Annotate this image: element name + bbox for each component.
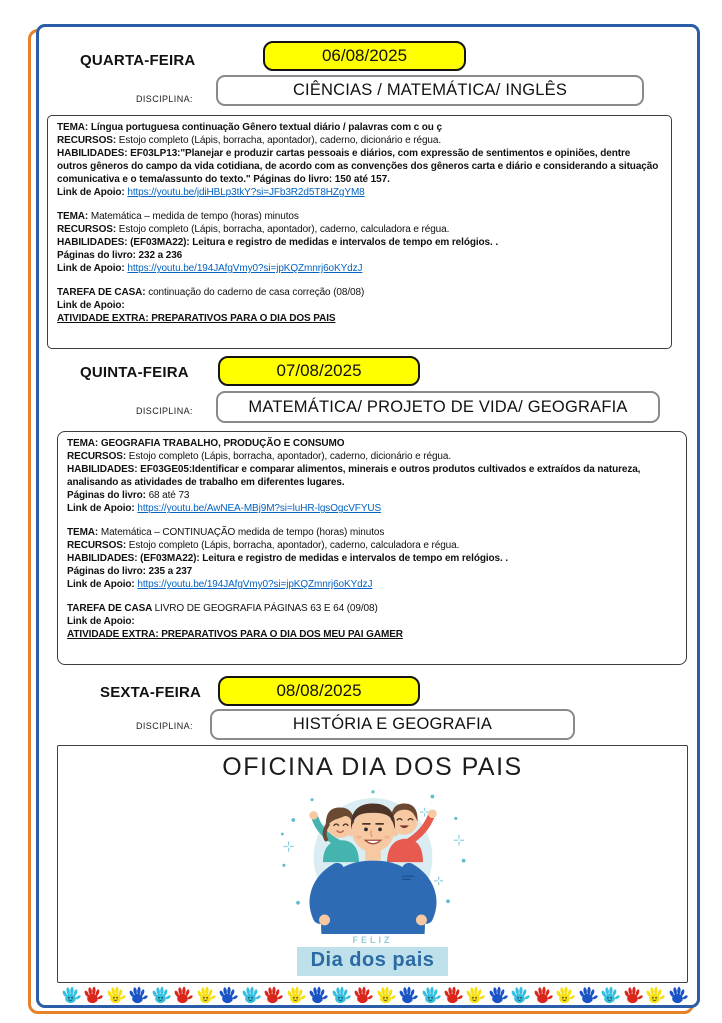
handprint-icon bbox=[127, 985, 148, 1005]
handprint-icon bbox=[509, 985, 530, 1005]
lesson-text: 68 até 73 bbox=[148, 490, 190, 501]
lesson-text: Link de Apoio: bbox=[67, 616, 135, 627]
lesson-text: RECURSOS: bbox=[57, 135, 119, 146]
handprint-icon bbox=[577, 985, 598, 1005]
lesson-text: HABILIDADES: bbox=[67, 553, 141, 564]
disciplina-box-quinta: MATEMÁTICA/ PROJETO DE VIDA/ GEOGRAFIA bbox=[216, 391, 660, 423]
handprint-icon bbox=[150, 985, 171, 1005]
lesson-text: EF03GE05:Identificar e comparar alimentos, minerais e outros produtos cultivados e extraídos da natureza, analisando as atividades de trabalho em diferentes lugares. bbox=[67, 464, 641, 488]
day-label-sexta: SEXTA-FEIRA bbox=[100, 684, 202, 701]
handprint-icon bbox=[262, 985, 283, 1005]
fathers-day-illustration bbox=[270, 784, 476, 934]
lesson-text: Link de Apoio: bbox=[57, 263, 128, 274]
lesson-text: TEMA: bbox=[57, 211, 91, 222]
handprint-icon bbox=[599, 985, 620, 1005]
handprint-icon bbox=[82, 985, 103, 1005]
handprint-icon bbox=[105, 985, 126, 1005]
lesson-text: Estojo completo (Lápis, borracha, apontador), caderno, dicionário e régua. bbox=[128, 451, 452, 462]
disciplina-box-sexta: HISTÓRIA E GEOGRAFIA bbox=[210, 709, 575, 740]
lesson-text: ATIVIDADE EXTRA: PREPARATIVOS PARA O DIA DOS MEU PAI GAMER bbox=[67, 629, 403, 640]
lesson-text: Link de Apoio: bbox=[57, 187, 128, 198]
day-label-quinta: QUINTA-FEIRA bbox=[80, 364, 189, 381]
lesson-text: (EF03MA22): Leitura e registro de medidas e intervalos de tempo em relógios. . bbox=[130, 237, 499, 248]
handprint-icon bbox=[195, 985, 216, 1005]
handprint-icon bbox=[532, 985, 553, 1005]
handprint-icon bbox=[172, 985, 193, 1005]
handprint-icon bbox=[644, 985, 665, 1005]
handprint-icon bbox=[420, 985, 441, 1005]
lesson-text: HABILIDADES: bbox=[57, 148, 131, 159]
lesson-text: Páginas do livro: bbox=[67, 490, 149, 501]
lesson-text: RECURSOS: bbox=[67, 451, 129, 462]
handprint-icon bbox=[667, 985, 688, 1005]
lesson-text: Estojo completo (Lápis, borracha, apontador), caderno, calculadora e régua. bbox=[118, 224, 450, 235]
lesson-text: TEMA: GEOGRAFIA TRABALHO, PRODUÇÃO E CONSUMO bbox=[67, 438, 345, 449]
lesson-text: TAREFA DE CASA: bbox=[57, 287, 149, 298]
lesson-text: continuação do caderno de casa correção (08/08) bbox=[148, 287, 365, 298]
handprint-icon bbox=[307, 985, 328, 1005]
lesson-text: Matemática – medida de tempo (horas) minutos bbox=[90, 211, 299, 222]
lesson-text: ATIVIDADE EXTRA: PREPARATIVOS PARA O DIA DOS PAIS bbox=[57, 313, 336, 324]
lesson-text: HABILIDADES: bbox=[67, 464, 141, 475]
handprint-icon bbox=[330, 985, 351, 1005]
lesson-text: Link de Apoio: bbox=[57, 300, 125, 311]
lesson-text: RECURSOS: bbox=[57, 224, 119, 235]
handprint-icon bbox=[442, 985, 463, 1005]
lesson-block-quarta bbox=[47, 115, 672, 349]
date-box-quinta: 07/08/2025 bbox=[218, 356, 420, 386]
lesson-text: Estojo completo (Lápis, borracha, apontador), caderno, calculadora e régua. bbox=[128, 540, 460, 551]
lesson-text: LIVRO DE GEOGRAFIA PÁGINAS 63 E 64 (09/08) bbox=[154, 603, 378, 614]
illustration-wrap bbox=[270, 784, 476, 976]
activity-title: OFICINA DIA DOS PAIS bbox=[222, 753, 523, 781]
lesson-text: RECURSOS: bbox=[67, 540, 129, 551]
handprint-icon bbox=[352, 985, 373, 1005]
lesson-text: Páginas do livro: 235 a 237 bbox=[67, 566, 193, 577]
handprint-icon bbox=[217, 985, 238, 1005]
handprint-icon bbox=[487, 985, 508, 1005]
handprint-icon bbox=[554, 985, 575, 1005]
lesson-text: HABILIDADES: bbox=[57, 237, 131, 248]
lesson-block-quinta bbox=[57, 431, 687, 665]
handprint-icon bbox=[240, 985, 261, 1005]
handprint-icon bbox=[397, 985, 418, 1005]
lesson-text: (EF03MA22): Leitura e registro de medidas e intervalos de tempo em relógios. . bbox=[140, 553, 509, 564]
lesson-text: TEMA: bbox=[67, 527, 101, 538]
lesson-text: TAREFA DE CASA bbox=[67, 603, 155, 614]
disciplina-label-quinta: DISCIPLINA: bbox=[136, 406, 193, 416]
handprint-icon bbox=[285, 985, 306, 1005]
support-link[interactable]: https://youtu.be/jdiHBLp3tkY?si=JFb3R2d5T8HZgYM8 bbox=[127, 187, 365, 198]
date-box-sexta: 08/08/2025 bbox=[218, 676, 420, 706]
handprint-icon bbox=[60, 985, 81, 1005]
disciplina-box-quarta: CIÊNCIAS / MATEMÁTICA/ INGLÊS bbox=[216, 75, 644, 106]
lesson-text: Páginas do livro: 232 a 236 bbox=[57, 250, 183, 261]
lesson-text: Link de Apoio: bbox=[67, 579, 138, 590]
lesson-text: Link de Apoio: bbox=[67, 503, 138, 514]
lesson-text: TEMA: bbox=[57, 122, 91, 133]
lesson-text: Estojo completo (Lápis, borracha, apontador), caderno, dicionário e régua. bbox=[118, 135, 442, 146]
lesson-text: Matemática – CONTINUAÇÃO medida de tempo (horas) minutos bbox=[100, 527, 385, 538]
dia-dos-pais-caption: Dia dos pais bbox=[297, 947, 449, 976]
day-label-quarta: QUARTA-FEIRA bbox=[80, 52, 196, 69]
support-link[interactable]: https://youtu.be/194JAfgVmy0?si=jpKQZmnrj6oKYdzJ bbox=[137, 579, 373, 590]
disciplina-label-sexta: DISCIPLINA: bbox=[136, 721, 193, 731]
lesson-text: EF03LP13:"Planejar e produzir cartas pessoais e diários, com expressão de sentimentos e opiniões, dentre outros gêneros do campo da vida cotidiana, de acordo com as convenções dos gêneros carta e diário e considerando a situação comunicativa e o tema/assunto do texto." Páginas do livro: 150 até 157. bbox=[57, 148, 659, 185]
feliz-text: FELIZ bbox=[352, 935, 393, 945]
hands-border bbox=[60, 984, 688, 1005]
support-link[interactable]: https://youtu.be/AwNEA-MBj9M?si=luHR-lgsOgcVFYUS bbox=[137, 503, 382, 514]
support-link[interactable]: https://youtu.be/194JAfgVmy0?si=jpKQZmnrj6oKYdzJ bbox=[127, 263, 363, 274]
handprint-icon bbox=[464, 985, 485, 1005]
lesson-text: Língua portuguesa continuação Gênero textual diário / palavras com c ou ç bbox=[90, 122, 442, 133]
date-box-quarta: 06/08/2025 bbox=[263, 41, 466, 71]
disciplina-label-quarta: DISCIPLINA: bbox=[136, 94, 193, 104]
activity-box-oficina bbox=[57, 745, 688, 983]
handprint-icon bbox=[375, 985, 396, 1005]
handprint-icon bbox=[622, 985, 643, 1005]
